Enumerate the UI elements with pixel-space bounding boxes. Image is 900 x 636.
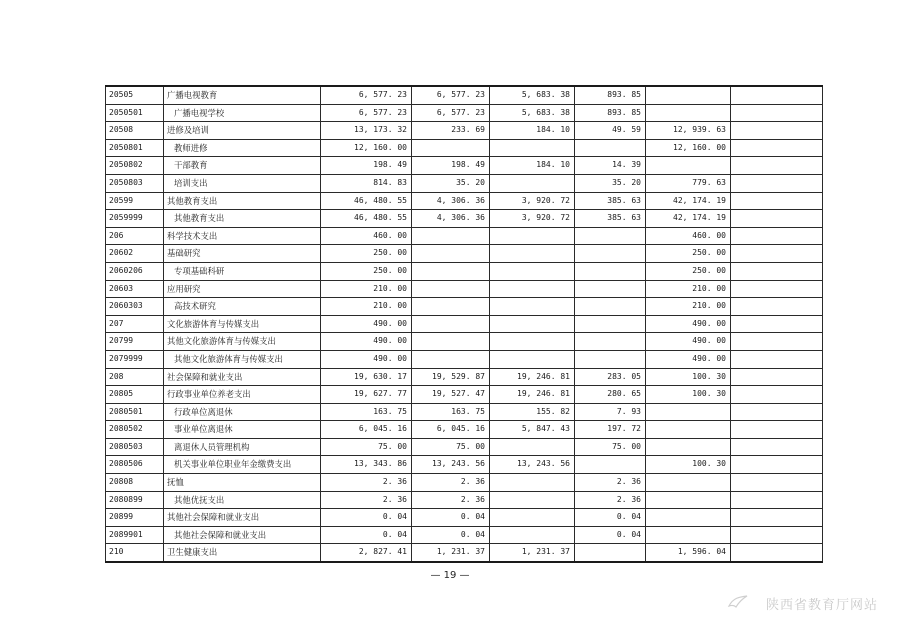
name-cell: 其他优抚支出 [164,491,321,509]
table-row [106,350,823,368]
code-cell: 208 [106,368,164,386]
public-cell: 280. 65 [575,386,646,404]
personnel-cell [490,174,575,192]
public-cell [575,544,646,562]
public-cell: 0. 04 [575,526,646,544]
blank-cell [731,456,823,474]
personnel-cell: 5, 847. 43 [490,421,575,439]
name-cell: 文化旅游体育与传媒支出 [164,315,321,333]
name-cell: 培训支出 [164,174,321,192]
total-cell: 460. 00 [321,227,412,245]
personnel-cell: 1, 231. 37 [490,544,575,562]
blank-cell [731,280,823,298]
personnel-cell: 5, 683. 38 [490,86,575,104]
table-row [106,438,823,456]
blank-cell [731,298,823,316]
bird-logo-icon [727,594,749,610]
code-cell: 2060303 [106,298,164,316]
blank-cell [731,421,823,439]
table-row [106,526,823,544]
table-row [106,509,823,527]
public-cell [575,139,646,157]
basic-cell: 19, 527. 47 [412,386,490,404]
personnel-cell [490,262,575,280]
basic-cell [412,280,490,298]
total-cell: 250. 00 [321,245,412,263]
personnel-cell [490,474,575,492]
code-cell: 2050801 [106,139,164,157]
personnel-cell: 5, 683. 38 [490,104,575,122]
personnel-cell [490,245,575,263]
blank-cell [731,192,823,210]
name-cell: 高技术研究 [164,298,321,316]
personnel-cell: 3, 920. 72 [490,210,575,228]
total-cell: 13, 343. 86 [321,456,412,474]
name-cell: 行政事业单位养老支出 [164,386,321,404]
project-cell: 250. 00 [646,245,731,263]
blank-cell [731,227,823,245]
name-cell: 其他社会保障和就业支出 [164,526,321,544]
public-cell: 7. 93 [575,403,646,421]
basic-cell [412,298,490,316]
total-cell: 75. 00 [321,438,412,456]
basic-cell: 6, 045. 16 [412,421,490,439]
blank-cell [731,157,823,175]
code-cell: 2050803 [106,174,164,192]
blank-cell [731,386,823,404]
name-cell: 行政单位离退休 [164,403,321,421]
code-cell: 20799 [106,333,164,351]
project-cell: 210. 00 [646,298,731,316]
table-row [106,174,823,192]
table-row [106,403,823,421]
blank-cell [731,474,823,492]
basic-cell: 4, 306. 36 [412,192,490,210]
name-cell: 其他文化旅游体育与传媒支出 [164,333,321,351]
table-row [106,544,823,562]
total-cell: 814. 83 [321,174,412,192]
public-cell: 2. 36 [575,491,646,509]
basic-cell [412,333,490,351]
public-cell [575,333,646,351]
budget-table [105,85,823,563]
basic-cell: 4, 306. 36 [412,210,490,228]
total-cell: 19, 630. 17 [321,368,412,386]
personnel-cell [490,298,575,316]
blank-cell [731,333,823,351]
personnel-cell: 13, 243. 56 [490,456,575,474]
table-row [106,122,823,140]
public-cell: 14. 39 [575,157,646,175]
blank-cell [731,104,823,122]
basic-cell: 2. 36 [412,491,490,509]
name-cell: 离退休人员管理机构 [164,438,321,456]
name-cell: 科学技术支出 [164,227,321,245]
name-cell: 教师进修 [164,139,321,157]
public-cell: 49. 59 [575,122,646,140]
project-cell: 100. 30 [646,368,731,386]
personnel-cell [490,438,575,456]
code-cell: 2050802 [106,157,164,175]
project-cell: 210. 00 [646,280,731,298]
table-row [106,386,823,404]
project-cell: 100. 30 [646,456,731,474]
table-row [106,192,823,210]
code-cell: 2079999 [106,350,164,368]
project-cell: 1, 596. 04 [646,544,731,562]
blank-cell [731,245,823,263]
project-cell: 12, 939. 63 [646,122,731,140]
code-cell: 20603 [106,280,164,298]
personnel-cell: 19, 246. 81 [490,368,575,386]
code-cell: 2060206 [106,262,164,280]
name-cell: 专项基础科研 [164,262,321,280]
public-cell [575,245,646,263]
total-cell: 6, 045. 16 [321,421,412,439]
code-cell: 2080503 [106,438,164,456]
table-row [106,298,823,316]
name-cell: 干部教育 [164,157,321,175]
project-cell: 490. 00 [646,315,731,333]
table-row [106,315,823,333]
project-cell [646,509,731,527]
name-cell: 进修及培训 [164,122,321,140]
basic-cell [412,262,490,280]
project-cell: 490. 00 [646,333,731,351]
total-cell: 46, 480. 55 [321,210,412,228]
page-number: — 19 — [430,570,470,581]
basic-cell: 13, 243. 56 [412,456,490,474]
personnel-cell: 184. 10 [490,122,575,140]
table-row [106,333,823,351]
name-cell: 抚恤 [164,474,321,492]
code-cell: 20899 [106,509,164,527]
code-cell: 210 [106,544,164,562]
blank-cell [731,403,823,421]
code-cell: 20602 [106,245,164,263]
name-cell: 广播电视教育 [164,86,321,104]
name-cell: 事业单位离退休 [164,421,321,439]
project-cell: 42, 174. 19 [646,192,731,210]
watermark-text: 陕西省教育厅网站 [765,598,878,613]
code-cell: 20808 [106,474,164,492]
basic-cell [412,350,490,368]
code-cell: 20805 [106,386,164,404]
basic-cell [412,245,490,263]
total-cell: 210. 00 [321,298,412,316]
total-cell: 198. 49 [321,157,412,175]
project-cell: 12, 160. 00 [646,139,731,157]
project-cell: 460. 00 [646,227,731,245]
table-row [106,421,823,439]
public-cell [575,298,646,316]
total-cell: 210. 00 [321,280,412,298]
table-row [106,210,823,228]
personnel-cell [490,526,575,544]
public-cell: 283. 05 [575,368,646,386]
code-cell: 2050501 [106,104,164,122]
blank-cell [731,139,823,157]
total-cell: 2. 36 [321,491,412,509]
table-row [106,280,823,298]
table-row [106,227,823,245]
name-cell: 其他教育支出 [164,210,321,228]
basic-cell: 6, 577. 23 [412,86,490,104]
total-cell: 12, 160. 00 [321,139,412,157]
blank-cell [731,368,823,386]
name-cell: 其他教育支出 [164,192,321,210]
basic-cell: 2. 36 [412,474,490,492]
total-cell: 490. 00 [321,315,412,333]
project-cell: 490. 00 [646,350,731,368]
name-cell: 应用研究 [164,280,321,298]
personnel-cell [490,333,575,351]
total-cell: 0. 04 [321,509,412,527]
public-cell [575,280,646,298]
project-cell [646,438,731,456]
public-cell: 385. 63 [575,192,646,210]
table-row [106,245,823,263]
total-cell: 0. 04 [321,526,412,544]
personnel-cell [490,139,575,157]
public-cell [575,315,646,333]
basic-cell [412,227,490,245]
name-cell: 机关事业单位职业年金缴费支出 [164,456,321,474]
code-cell: 2080501 [106,403,164,421]
public-cell: 35. 20 [575,174,646,192]
name-cell: 基础研究 [164,245,321,263]
project-cell: 100. 30 [646,386,731,404]
code-cell: 207 [106,315,164,333]
basic-cell: 6, 577. 23 [412,104,490,122]
project-cell [646,157,731,175]
name-cell: 卫生健康支出 [164,544,321,562]
total-cell: 2, 827. 41 [321,544,412,562]
public-cell [575,262,646,280]
table-row [106,368,823,386]
blank-cell [731,491,823,509]
basic-cell: 19, 529. 87 [412,368,490,386]
blank-cell [731,438,823,456]
personnel-cell [490,509,575,527]
code-cell: 20505 [106,86,164,104]
name-cell: 其他社会保障和就业支出 [164,509,321,527]
blank-cell [731,350,823,368]
basic-cell: 75. 00 [412,438,490,456]
basic-cell: 1, 231. 37 [412,544,490,562]
code-cell: 2089901 [106,526,164,544]
code-cell: 2080506 [106,456,164,474]
total-cell: 2. 36 [321,474,412,492]
blank-cell [731,174,823,192]
blank-cell [731,509,823,527]
blank-cell [731,122,823,140]
blank-cell [731,526,823,544]
table-row [106,86,823,104]
project-cell: 250. 00 [646,262,731,280]
project-cell: 779. 63 [646,174,731,192]
personnel-cell: 155. 82 [490,403,575,421]
public-cell [575,456,646,474]
name-cell: 广播电视学校 [164,104,321,122]
blank-cell [731,210,823,228]
basic-cell: 198. 49 [412,157,490,175]
total-cell: 250. 00 [321,262,412,280]
basic-cell [412,315,490,333]
table-row [106,456,823,474]
personnel-cell [490,491,575,509]
project-cell [646,491,731,509]
personnel-cell: 184. 10 [490,157,575,175]
total-cell: 163. 75 [321,403,412,421]
total-cell: 19, 627. 77 [321,386,412,404]
total-cell: 46, 480. 55 [321,192,412,210]
basic-cell: 233. 69 [412,122,490,140]
basic-cell: 35. 20 [412,174,490,192]
table-row [106,474,823,492]
code-cell: 2080899 [106,491,164,509]
personnel-cell [490,350,575,368]
code-cell: 2059999 [106,210,164,228]
public-cell: 75. 00 [575,438,646,456]
table-row [106,139,823,157]
project-cell [646,403,731,421]
total-cell: 490. 00 [321,350,412,368]
name-cell: 社会保障和就业支出 [164,368,321,386]
public-cell [575,227,646,245]
table-row [106,262,823,280]
basic-cell: 0. 04 [412,509,490,527]
basic-cell [412,139,490,157]
total-cell: 490. 00 [321,333,412,351]
total-cell: 6, 577. 23 [321,86,412,104]
personnel-cell [490,227,575,245]
public-cell: 893. 85 [575,104,646,122]
total-cell: 13, 173. 32 [321,122,412,140]
blank-cell [731,315,823,333]
code-cell: 206 [106,227,164,245]
code-cell: 20599 [106,192,164,210]
public-cell: 0. 04 [575,509,646,527]
basic-cell: 0. 04 [412,526,490,544]
personnel-cell: 3, 920. 72 [490,192,575,210]
project-cell [646,474,731,492]
name-cell: 其他文化旅游体育与传媒支出 [164,350,321,368]
basic-cell: 163. 75 [412,403,490,421]
public-cell: 385. 63 [575,210,646,228]
public-cell: 2. 36 [575,474,646,492]
personnel-cell [490,315,575,333]
blank-cell [731,544,823,562]
table-row [106,104,823,122]
public-cell: 197. 72 [575,421,646,439]
project-cell [646,421,731,439]
project-cell [646,86,731,104]
public-cell: 893. 85 [575,86,646,104]
personnel-cell [490,280,575,298]
public-cell [575,350,646,368]
blank-cell [731,86,823,104]
personnel-cell: 19, 246. 81 [490,386,575,404]
table-row [106,157,823,175]
total-cell: 6, 577. 23 [321,104,412,122]
project-cell [646,104,731,122]
project-cell [646,526,731,544]
blank-cell [731,262,823,280]
table-row [106,491,823,509]
code-cell: 2080502 [106,421,164,439]
project-cell: 42, 174. 19 [646,210,731,228]
code-cell: 20508 [106,122,164,140]
